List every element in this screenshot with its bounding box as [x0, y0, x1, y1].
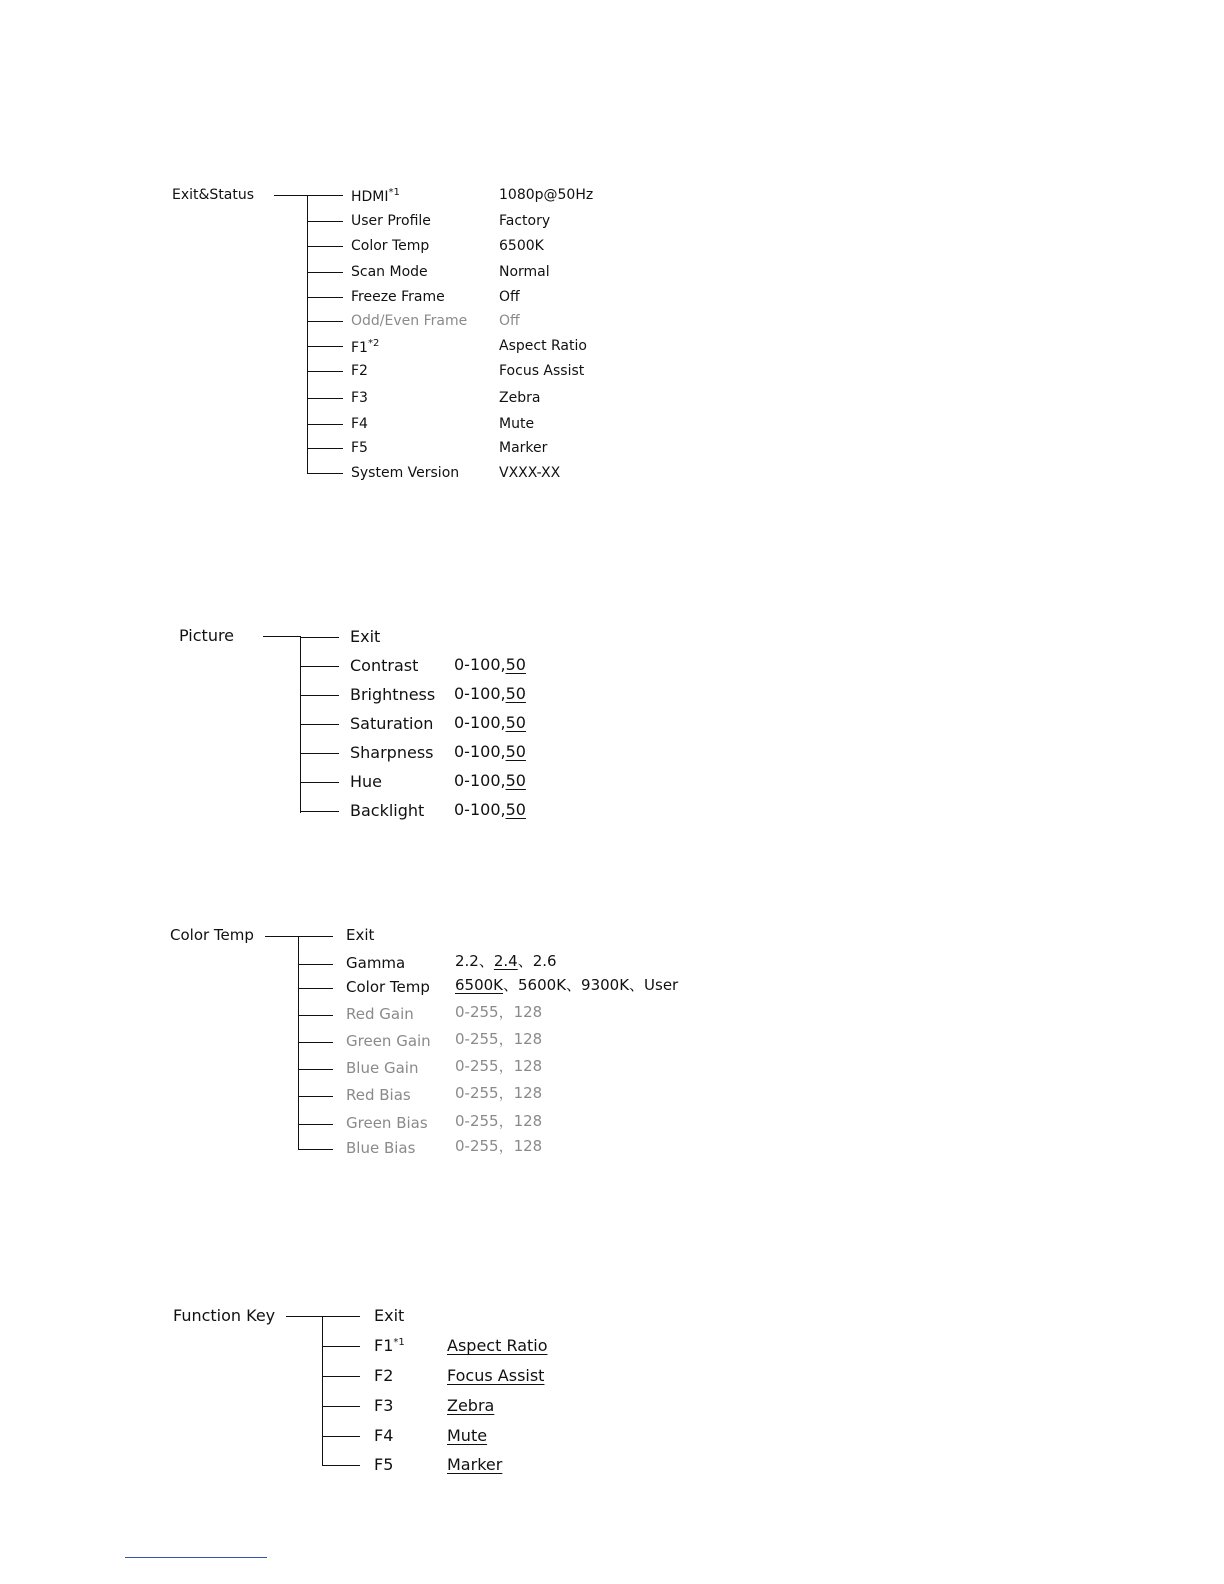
function-key-item-label-text: Exit	[374, 1306, 405, 1325]
function-key-item-value: Mute	[447, 1426, 488, 1445]
exit-status-branch	[307, 297, 343, 298]
exit-status-item-value: VXXX-XX	[499, 465, 561, 481]
picture-item-default: 50	[505, 713, 526, 732]
exit-status-branch	[307, 321, 343, 322]
exit-status-item-label-text: F1	[351, 340, 368, 356]
picture-branch	[300, 753, 339, 754]
color-temp-item-value	[455, 1032, 542, 1047]
function-key-item-label-text: F1	[374, 1336, 394, 1355]
color-temp-value-part: 0-255，128	[455, 1137, 543, 1155]
exit-status-item-label	[351, 188, 400, 204]
picture-item-value	[454, 686, 526, 702]
color-temp-value-part: 、5600K、9300K、User	[503, 976, 679, 994]
picture-item-label: Brightness	[350, 685, 436, 704]
color-temp-branch	[298, 988, 333, 989]
function-key-item-label	[374, 1398, 393, 1414]
exit-status-item-value: Normal	[499, 264, 550, 280]
picture-branch	[300, 724, 339, 725]
exit-status-item-value: Zebra	[499, 390, 541, 406]
exit-status-item-value: Off	[499, 289, 520, 305]
color-temp-branch	[298, 1096, 333, 1097]
exit-status-item-label	[351, 239, 429, 253]
color-temp-value-part: 0-255，128	[455, 1057, 543, 1075]
picture-item-default: 50	[505, 655, 526, 674]
color-temp-value-part: 0-255，128	[455, 1084, 543, 1102]
color-temp-branch	[298, 964, 333, 965]
color-temp-item-label: Red Bias	[346, 1086, 411, 1104]
picture-item-label: Contrast	[350, 656, 419, 675]
exit-status-item-label-text: System Version	[351, 465, 460, 481]
picture-item-range: 0-100,	[454, 742, 506, 761]
color-temp-branch	[298, 1015, 333, 1016]
exit-status-item-label-text: F2	[351, 363, 368, 379]
exit-status-item-label	[351, 466, 459, 480]
function-key-item-label-text: F3	[374, 1396, 394, 1415]
picture-item-value	[454, 802, 526, 818]
color-temp-value-part: 2.2、	[455, 952, 494, 970]
exit-status-item-label-text: Odd/Even Frame	[351, 313, 468, 329]
color-temp-item-value	[455, 1139, 542, 1154]
exit-status-item-value: Off	[499, 313, 520, 329]
color-temp-branch	[298, 1069, 333, 1070]
exit-status-branch	[307, 221, 343, 222]
function-key-branch	[322, 1465, 360, 1466]
exit-status-trunk	[307, 195, 308, 474]
exit-status-item-label-text: F5	[351, 440, 368, 456]
exit-status-title: Exit&Status	[172, 187, 255, 203]
color-temp-item-label: Exit	[346, 926, 375, 944]
exit-status-item-label-text: HDMI	[351, 189, 389, 205]
color-temp-item-value	[455, 1059, 542, 1074]
exit-status-item-value: Mute	[499, 416, 535, 432]
function-key-item-value: Focus Assist	[447, 1366, 545, 1385]
color-temp-branch	[298, 1124, 333, 1125]
function-key-branch	[322, 1436, 360, 1437]
color-temp-item-label: Red Gain	[346, 1005, 414, 1023]
function-key-item-label	[374, 1457, 393, 1473]
picture-item-default: 50	[505, 684, 526, 703]
exit-status-item-value: Aspect Ratio	[499, 338, 587, 354]
exit-status-item-label-text: User Profile	[351, 213, 431, 229]
exit-status-branch	[307, 246, 343, 247]
color-temp-root-connector	[265, 936, 299, 937]
picture-item-label: Exit	[350, 627, 381, 646]
color-temp-item-label: Gamma	[346, 954, 406, 972]
picture-item-label: Hue	[350, 772, 383, 791]
color-temp-branch	[298, 936, 333, 937]
picture-item-default: 50	[505, 800, 526, 819]
picture-item-range: 0-100,	[454, 655, 506, 674]
exit-status-branch	[307, 346, 343, 347]
exit-status-item-label-text: F4	[351, 416, 368, 432]
color-temp-item-value	[455, 978, 678, 993]
picture-item-label: Backlight	[350, 801, 425, 820]
color-temp-item-label: Blue Bias	[346, 1139, 416, 1157]
picture-item-default: 50	[505, 771, 526, 790]
picture-item-value	[454, 744, 526, 760]
color-temp-item-value	[455, 1086, 542, 1101]
color-temp-value-part: 、2.6	[517, 952, 557, 970]
color-temp-value-part: 2.4	[493, 952, 518, 970]
exit-status-item-label-text: Color Temp	[351, 238, 430, 254]
picture-branch	[300, 782, 339, 783]
color-temp-value-part: 0-255，128	[455, 1003, 543, 1021]
exit-status-branch	[307, 424, 343, 425]
picture-item-label: Sharpness	[350, 743, 434, 762]
color-temp-value-part: 0-255，128	[455, 1112, 543, 1130]
color-temp-item-label: Blue Gain	[346, 1059, 419, 1077]
color-temp-branch	[298, 1149, 333, 1150]
function-key-branch	[322, 1346, 360, 1347]
function-key-branch	[322, 1316, 360, 1317]
function-key-root-connector	[286, 1316, 323, 1317]
function-key-item-label	[374, 1368, 393, 1384]
exit-status-item-label	[351, 265, 428, 279]
exit-status-item-value: 6500K	[499, 238, 544, 254]
function-key-item-label	[374, 1338, 405, 1354]
exit-status-item-label-superscript: *1	[388, 187, 400, 198]
color-temp-item-label: Green Bias	[346, 1114, 428, 1132]
function-key-branch	[322, 1376, 360, 1377]
function-key-item-label	[374, 1428, 393, 1444]
color-temp-item-value	[455, 954, 557, 969]
picture-branch	[300, 637, 339, 638]
footnote-separator	[125, 1557, 267, 1558]
color-temp-trunk	[298, 936, 299, 1150]
exit-status-root-connector	[274, 195, 308, 196]
exit-status-branch	[307, 272, 343, 273]
exit-status-item-label	[351, 290, 445, 304]
exit-status-item-label-text: F3	[351, 390, 368, 406]
function-key-trunk	[322, 1316, 323, 1466]
exit-status-branch	[307, 398, 343, 399]
exit-status-item-value: Focus Assist	[499, 363, 585, 379]
exit-status-item-value: Factory	[499, 213, 551, 229]
function-key-item-label-text: F2	[374, 1366, 394, 1385]
color-temp-branch	[298, 1042, 333, 1043]
picture-item-range: 0-100,	[454, 771, 506, 790]
picture-root-connector	[263, 636, 301, 637]
exit-status-branch	[307, 195, 343, 196]
color-temp-item-value	[455, 1005, 542, 1020]
picture-branch	[300, 695, 339, 696]
function-key-item-value: Marker	[447, 1455, 503, 1474]
color-temp-item-value	[455, 1114, 542, 1129]
picture-item-value	[454, 657, 526, 673]
color-temp-value-part: 0-255，128	[455, 1030, 543, 1048]
exit-status-item-label-text: Freeze Frame	[351, 289, 445, 305]
picture-item-default: 50	[505, 742, 526, 761]
function-key-branch	[322, 1406, 360, 1407]
picture-branch	[300, 811, 339, 812]
exit-status-branch	[307, 448, 343, 449]
picture-item-range: 0-100,	[454, 800, 506, 819]
picture-item-value	[454, 715, 526, 731]
color-temp-title: Color Temp	[170, 926, 254, 944]
exit-status-item-label	[351, 339, 379, 355]
function-key-item-label-text: F5	[374, 1455, 394, 1474]
exit-status-branch	[307, 473, 343, 474]
color-temp-item-label: Green Gain	[346, 1032, 431, 1050]
picture-title: Picture	[179, 626, 235, 645]
exit-status-item-label	[351, 391, 368, 405]
exit-status-item-label	[351, 417, 368, 431]
exit-status-item-value: Marker	[499, 440, 548, 456]
color-temp-value-part: 6500K	[455, 976, 504, 994]
exit-status-item-label	[351, 441, 368, 455]
function-key-item-value: Aspect Ratio	[447, 1336, 548, 1355]
picture-item-range: 0-100,	[454, 684, 506, 703]
function-key-item-label-superscript: *1	[393, 1337, 405, 1348]
function-key-title: Function Key	[173, 1306, 276, 1325]
picture-item-label: Saturation	[350, 714, 434, 733]
exit-status-item-label-superscript: *2	[367, 338, 380, 349]
function-key-item-label	[374, 1308, 404, 1324]
picture-item-range: 0-100,	[454, 713, 506, 732]
exit-status-branch	[307, 371, 343, 372]
exit-status-item-label	[351, 314, 467, 328]
function-key-item-value: Zebra	[447, 1396, 495, 1415]
exit-status-item-label	[351, 214, 431, 228]
exit-status-item-label-text: Scan Mode	[351, 264, 428, 280]
picture-item-value	[454, 773, 526, 789]
exit-status-item-label	[351, 364, 368, 378]
color-temp-item-label: Color Temp	[346, 978, 430, 996]
picture-branch	[300, 666, 339, 667]
function-key-item-label-text: F4	[374, 1426, 394, 1445]
exit-status-item-value: 1080p@50Hz	[499, 187, 594, 203]
